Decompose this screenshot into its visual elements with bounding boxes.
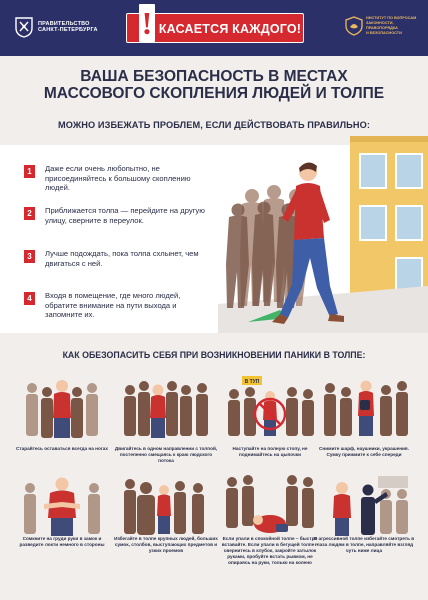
card-illustration [222, 472, 318, 538]
page-title-line-1: ВАША БЕЗОПАСНОСТЬ В МЕСТАХ [80, 68, 348, 85]
panic-card-1 [14, 374, 110, 451]
tip-number: 3 [24, 250, 35, 263]
card-illustration [118, 472, 214, 538]
institute-logo-line-3: И БЕЗОПАСНОСТИ [366, 31, 402, 35]
tip-text: Даже если очень любопытно, не присоединяйтесь к большому скоплению людей. [45, 164, 191, 193]
tip-number: 4 [24, 292, 35, 305]
panic-card-6 [114, 472, 218, 553]
institute-logo-line-2: ЗАКОННОСТИ, ПРАВОПОРЯДКА [366, 21, 398, 30]
panic-card-8 [313, 472, 415, 553]
gov-logo-line-2: САНКТ-ПЕТЕРБУРГА [38, 27, 98, 33]
sign-text: В ТУП [244, 379, 260, 385]
tip-number: 2 [24, 207, 35, 220]
card-illustration [14, 472, 110, 538]
panic-card-5 [14, 472, 110, 547]
tip-1 [24, 164, 210, 193]
card-illustration [316, 374, 412, 440]
card-caption: Старайтесь оставаться всегда на ногах [15, 446, 109, 451]
panic-card-2 [114, 374, 218, 463]
card-illustration [14, 374, 110, 440]
panic-section-title: КАК ОБЕЗОПАСИТЬ СЕБЯ ПРИ ВОЗНИКНОВЕНИИ ПАНИКИ В ТОЛПЕ: [62, 350, 366, 360]
tip-text: Входя в помещение, где много людей, обратите внимание на пути выхода и запомните их. [45, 291, 181, 320]
government-logo [14, 16, 98, 38]
card-illustration [118, 374, 214, 440]
tip-2 [24, 206, 210, 225]
exclamation-icon: ! [139, 4, 155, 42]
tip-number: 1 [24, 165, 35, 178]
spb-emblem-icon [14, 16, 34, 38]
institute-logo [345, 16, 418, 36]
page-title-line-2: МАССОВОГО СКОПЛЕНИЯ ЛЮДЕЙ И ТОЛПЕ [43, 85, 385, 102]
banner [126, 5, 304, 43]
card-caption: Избегайте в толпе крупных людей, больших сумок, столбов, выступающих предметов и узких проемов [114, 536, 218, 553]
card-illustration [316, 472, 412, 538]
tip-4 [24, 291, 210, 320]
card-caption: Сомкните на груди руки в замок и разведите локти немного в стороны [19, 536, 105, 547]
crowd-illustration [218, 136, 428, 333]
institute-logo-line-1: ИНСТИТУТ ПО ВОПРОСАМ [366, 16, 417, 20]
card-caption: Если упали в спокойной толпе – быстро вставайте. Если упали в бегущей толпе – свернитесь в клубок, закройте затылок руками, пробуйте встать рывком, не опираясь на руки, только на колено [221, 536, 319, 565]
header-bar [0, 0, 428, 56]
panic-card-3 [222, 374, 318, 457]
page-title [40, 68, 388, 102]
card-caption: В агрессивной толпе избегайте смотреть в глаза людям в толпе, направляйте взгляд чуть ниже лица [313, 536, 415, 553]
card-illustration [222, 374, 318, 440]
card-caption: Двигайтесь в одном направлении с толпой, постепенно смещаясь к краю людского потока [114, 446, 218, 463]
panic-card-4 [316, 374, 412, 457]
tip-3 [24, 249, 210, 268]
card-caption: Наступайте на полную стопу, не поднимайтесь на цыпочки [232, 446, 308, 457]
card-caption: Снимите шарф, наушники, украшения. Сумку прижмите к себе спереди [319, 446, 409, 457]
section-subtitle: МОЖНО ИЗБЕЖАТЬ ПРОБЛЕМ, ЕСЛИ ДЕЙСТВОВАТЬ ПРАВИЛЬНО: [57, 120, 370, 130]
institute-emblem-icon [345, 16, 363, 36]
gov-logo-line-1: ПРАВИТЕЛЬСТВО [38, 20, 90, 27]
banner-text: КАСАЕТСЯ КАЖДОГО! [158, 22, 302, 36]
tip-text: Приближается толпа — перейдите на другую улицу, сверните в переулок. [45, 206, 205, 225]
tip-text: Лучше подождать, пока толпа схлынет, чем двигаться с ней. [45, 249, 199, 268]
panic-card-7 [221, 472, 319, 565]
